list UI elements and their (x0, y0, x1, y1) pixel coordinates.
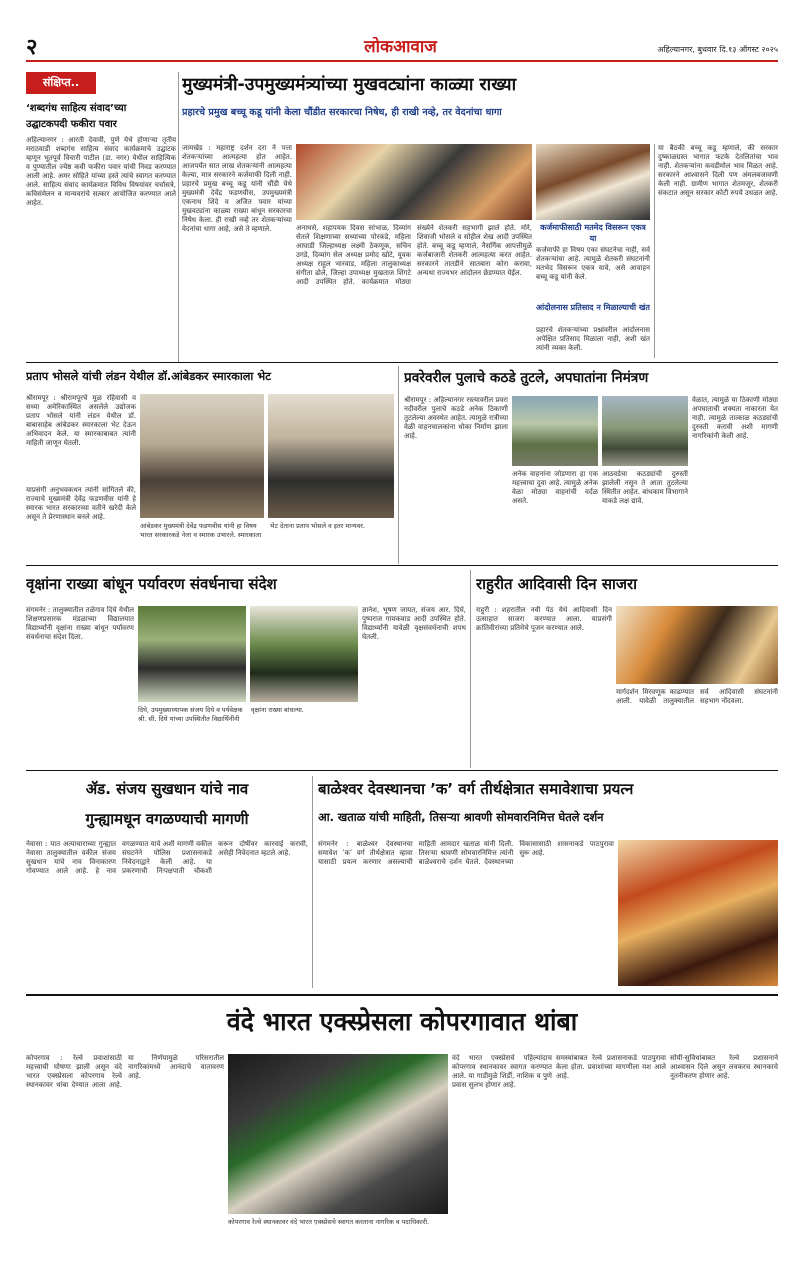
vande-body-2: वंदे भारत एक्स्प्रेसचे पहिल्यांदाच कोपरगाव स्थानकावर स्वागत करण्यात आले. या गाडीमुळे शिर्डी, नाशिक व पुणे प्रवास सुलभ होणार आहे. (452, 1054, 552, 1089)
section-rule-3 (26, 770, 778, 771)
bridge-photo-1 (512, 396, 598, 466)
dateline: अहिल्यानगर, बुधवार दि.१३ ऑगस्ट २०२५ (657, 45, 778, 54)
baleshwar-photo (618, 840, 778, 986)
london-body-2: याप्रसंगी अनुभवकथन त्यांनी सांगितले की, राज्याचे मुख्यमंत्री देवेंद्र फडणवीस यांनी हे स्मारक भारत सरकारच्या वतीने खरेदी केले असून ते प्रेरणास्थान बनले आहे. (26, 486, 136, 521)
section-rule-1 (26, 362, 778, 363)
section-rule-2 (26, 565, 778, 566)
trees-divider (470, 570, 471, 768)
trees-photo-2 (250, 606, 358, 702)
sidebar-label-text: संक्षिप्त.. (42, 76, 80, 89)
bridge-body-3: आठवडेचा कठड्यांची दुरुस्ती झालेली नसून ते आता तुटलेल्या स्थितीत आहेत. बांधकाम विभागाने याकडे लक्ष द्यावे. (602, 470, 688, 505)
box-title-1: कर्जमाफीसाठी मतमेद विसरून एकत्र या (540, 223, 646, 243)
sidebar-divider (178, 72, 179, 362)
bridge-body-2: अनेक वाहनांना जोडणारा हा एक महत्त्वाचा दुवा आहे. त्यामुळे अनेक वेळा मोठ्या वाहनांची वर्दळ असते. (512, 470, 598, 505)
vande-top-rule (26, 994, 778, 996)
bridge-body-4: वेळात, त्यामुळे या ठिकाणी मोठ्या अपघाताची शक्यता नाकारता येत नाही. त्यामुळे तात्काळ कठड्यांची दुरुस्ती करावी अशी मागणी नागरिकांनी केली आहे. (692, 396, 778, 440)
vande-body-3: समस्यांबाबत रेल्वे प्रशासनाकडे पाठपुरावा केला होता. प्रवाशांच्या मागणीला यश आले आहे. (556, 1054, 666, 1080)
lead-subhead: प्रहारचे प्रमुख बच्चू कडू यांनी केला चौंडीत सरकारचा निषेध, ही राखी नव्हे, तर वेदनांचा धागा (182, 107, 502, 118)
trees-body-1: संगमनेर : तालुक्यातील तळेगाव दिघे येथील शिक्षणप्रसारक मंडळाच्या विद्यालयात विद्यार्थ्यांनी वृक्षांना राख्या बांधून पर्यावरण संवर्धनाचा संदेश दिला. (26, 606, 134, 641)
trees-headline: वृक्षांना राख्या बांधून पर्यावरण संवर्धनाचा संदेश (26, 575, 277, 593)
box-body-2: प्रहारचे शेतकऱ्यांच्या प्रश्नांवरील आंदोलनास अपेक्षित प्रतिसाद मिळाला नाही, अशी खंत त्यांनी व्यक्त केली. (536, 326, 650, 352)
london-headline: प्रताप भोसले यांची लंडन येथील डॉ.आंबेडकर स्मारकाला भेट (26, 370, 271, 383)
baleshwar-subhead: आ. खताळ यांची माहिती, तिसऱ्या श्रावणी सोमवारनिमित्त घेतले दर्शन (318, 810, 604, 824)
lead-body-col1: जामखेड : महाराष्ट्र दर्शन दरा ने पत्ता शेतकऱ्यांच्या आत्महत्या होत आहेत. आजपर्यंत सात लाख शेतकऱ्यांनी आत्महत्या केल्या, मात्र सरकारने कर्जमाफी दिली नाही. प्रहारचे प्रमुख बच्चू कडू यांनी चौंडी येथे मुख्यमंत्री देवेंद्र फडणवीस, उपमुख्यमंत्री एकनाथ शिंदे व अजित पवार यांच्या मुखवट्यांना काळ्या राख्या बांधून सरकारचा निषेध केला. ही राखी नव्हे तर शेतकऱ्यांच्या वेदनांचा धागा आहे, असे ते म्हणाले. (182, 144, 292, 233)
bridge-body-1: श्रीरामपूर : अहिल्यानगर रस्त्यावरील प्रवरा नदीवरील पुलाचे कठडे अनेक ठिकाणी तुटलेल्या अवस्थेत आहेत. त्यामुळे रात्रीच्या वेळी वाहनचालकांना धोका निर्माण झाला आहे. (404, 396, 508, 440)
lead-photo-protest (296, 144, 532, 220)
sukhdhan-divider (312, 776, 313, 988)
bridge-headline: प्रवरेवरील पुलाचे कठडे तुटले, अपघातांना निमंत्रण (404, 370, 649, 386)
box-title-2: आंदोलनास प्रतिसाद न मिळाल्याची खंत (536, 303, 650, 312)
london-body-1: श्रीरामपूर : श्रीरामपूरचे मूळ रहिवासी व सध्या अमेरिकास्थित असलेले उद्योजक प्रताप भोसले यांनी लंडन येथील डॉ. बाबासाहेब आंबेडकर स्मारकाला भेट देऊन अभिवादन केले. या स्मारकाबाबत त्यांनी माहिती जाणून घेतली. (26, 394, 136, 447)
newspaper-logo: लोकआवाज (364, 37, 437, 57)
london-photo-2 (268, 394, 394, 518)
lead-headline: मुख्यमंत्री-उपमुख्यमंत्र्यांच्या मुखवट्यांना काळ्या राख्या (182, 75, 517, 95)
rahuri-body-1: राहुरी : शहरातील नवी पेठ येथे आदिवासी दिन उत्साहात साजरा करण्यात आला. याप्रसंगी क्रांतिवीरांच्या प्रतिमेचे पूजन करण्यात आले. (476, 606, 612, 632)
rahuri-photo (616, 606, 778, 684)
page-number: २ (26, 36, 38, 60)
sukhdhan-headline-2: गुन्ह्यामधून वगळण्याची मागणी (85, 810, 249, 828)
lead-photo-bacchu-kadu (536, 144, 650, 220)
lead-right-col: या बैठकी बच्चू कडू म्हणाले, की सरकार दुष्काळग्रस्त भागात फटके देतलितांचा भाव नाही. शेतकऱ्यांना कवडीमोल भाव मिळत आहे. सरकारने आश्वासने दिली पण अंमलबजावणी केली नाही. ग्रामीण भागात शेतमजूर, शेतकरी संकटात असून सरकार कोटी रुपये उधळत आहे. (658, 144, 778, 197)
baleshwar-headline: बाळेश्वर देवस्थानचा ’क’ वर्ग तीर्थक्षेत्रात समावेशाचा प्रयत्न (318, 780, 634, 798)
sidebar-label (26, 72, 96, 94)
vande-headline: वंदे भारत एक्स्प्रेसला कोपरगावात थांबा (226, 1007, 578, 1036)
box-body-1: कर्जमाफी हा विषय एका संघटनेचा नाही, सर्व शेतकऱ्यांचा आहे. त्यामुळे शेतकरी संघटनांनी मतभेद विसरून एकत्र यावे, असे आवाहन बच्चू कडू यांनी केले. (536, 246, 650, 281)
baleshwar-body: संगमनेर : बाळेश्वर देवस्थानचा समावेश ’क’ वर्ग तीर्थक्षेत्रात व्हावा यासाठी प्रयत्न करणार असल्याची माहिती आमदार खताळ यांनी दिली. तिसऱ्या श्रावणी सोमवारनिमित्त त्यांनी बाळेश्वराचे दर्शन घेतले. देवस्थानच्या विकासासाठी शासनाकडे पाठपुरावा सुरू आहे. (318, 840, 614, 866)
sidebar-headline-2: उद्घाटकपदी फकीरा पवार (26, 119, 117, 130)
sukhdhan-body: नेवासा : यात अत्याचाराच्या गुन्ह्यात नेवासा तालुक्यातील वकील संजय सुखधान यांचे नाव विनाकारण गोवण्यात आले आहे. हे नाव वगळण्यात यावे अशी मागणी वकील संघटनेने पोलिस प्रशासनाकडे निवेदनाद्वारे केली आहे. या प्रकरणाची निःपक्षपाती चौकशी करून दोषींवर कारवाई करावी, असेही निवेदनात म्हटले आहे. (26, 840, 308, 875)
lead-right-divider (654, 144, 655, 358)
trees-caption: दिघे, उपमुख्याध्यापक संजय दिघे व पर्यवेक्षक श्री. सी. दिघे यांच्या उपस्थितीत विद्यार्थिनींनी वृक्षांना राख्या बांधल्या. (138, 706, 304, 723)
lead-body-col2: अनाथसे, शहापयक दिवस सांभाळ, दिव्यांग सेतले शिक्षणाच्या सध्याच्या पोरकडे, महिला आघाडी जिल्हाध्यक्ष लक्ष्मी ठेकणूक, सचिन उगडे, दिव्यांग सेल अध्यक्ष प्रमोद खोटे, युवक अध्यक्ष राहुल भारवाड, महिला तालुकाध्यक्ष संगीता ढोले, जिल्हा उपाध्यक्ष मुखताज शिंगटे आदी उपस्थित होते. कार्यक्रमात मोठ्या संख्येने शेतकरी सहभागी झाले होते. मोरे, शिवाजी भोसले व सोहील शेख आदी उपस्थित होते. बच्चू कडू म्हणाले, नैसर्गिक आपत्तीमुळे कर्जबाजारी शेतकरी आत्महत्या करत आहेत. सरकारने तातडीने सातबारा कोरा करावा, अन्यथा राज्यभर आंदोलन छेडण्यात येईल. (296, 224, 532, 286)
vande-caption: कोपरगाव रेल्वे स्थानकावर वंदे भारत एक्स्प्रेसचे स्वागत करताना नागरिक व पदाधिकारी. (228, 1218, 430, 1226)
bridge-photo-2 (602, 396, 688, 466)
london-divider (398, 366, 399, 564)
sukhdhan-headline-1: ॲड. संजय सुखधान यांचे नाव (85, 780, 249, 798)
rahuri-body-2: मार्गदर्शन मिरवणूक काढण्यात आली. यावेळी तालुक्यातील सर्व आदिवासी संघटनांनी सहभाग नोंदवला. (616, 688, 778, 705)
rahuri-headline: राहुरीत आदिवासी दिन साजरा (476, 575, 638, 593)
vande-body-1: कोपरगाव : रेल्वे प्रवाशांसाठी महत्त्वाची घोषणा झाली असून वंदे भारत एक्स्प्रेसला कोपरगाव रेल्वे स्थानकावर थांबा देण्यात आला आहे. या निर्णयामुळे परिसरातील नागरिकांमध्ये आनंदाचे वातावरण आहे. (26, 1054, 224, 1089)
london-caption: आंबेडकर मुख्यमंत्री देवेंद्र फडणवीस यांनी हा विषय भारत सरकारकडे नेला व स्मारक उभारले. स्मारकाला भेट देताना प्रताप भोसले व इतर मान्यवर. (140, 522, 365, 539)
sidebar-body: अहिल्यानगर : आरती देवावी, पुणे येथे होणाऱ्या तृतीय मराठवाडी शब्दगंध साहित्य संवाद कार्यक्रमाचे उद्घाटक म्हणून भूतपूर्व विचारी पाटील (डा. नगर) येथील साहित्यिक व पुण्यातील ज्येष्ठ कवी फकीरा पवार यांची निवड करण्यात आली आहे. अमर सोहिते यांच्या हस्ते त्यांचे स्वागत करण्यात आले. साहित्य संवाद कार्यक्रमात विविध विषयांवर चर्चासत्रे, कविसंमेलन व मान्यवरांचे सत्कार आयोजित करण्यात आले आहेत. (26, 136, 176, 207)
masthead-rule (26, 60, 778, 62)
vande-photo (228, 1054, 448, 1214)
trees-photo-1 (138, 606, 246, 702)
sidebar-headline-1: ‘शब्दगंध साहित्य संवाद’च्या (26, 103, 127, 114)
vande-body-4: सोयी-सुविधांबाबत रेल्वे प्रशासनाने आश्वासन दिले असून लवकरच स्थानकाचे नूतनीकरण होणार आहे. (670, 1054, 778, 1080)
trees-body-2: ज्ञानेश, भूषण जायत, संजय आर. दिघे, पुष्पराज गायकवाड आदी उपस्थित होते. विद्यार्थ्यांनी यावेळी वृक्षसंवर्धनाची शपथ घेतली. (362, 606, 466, 641)
london-photo-1 (140, 394, 264, 518)
